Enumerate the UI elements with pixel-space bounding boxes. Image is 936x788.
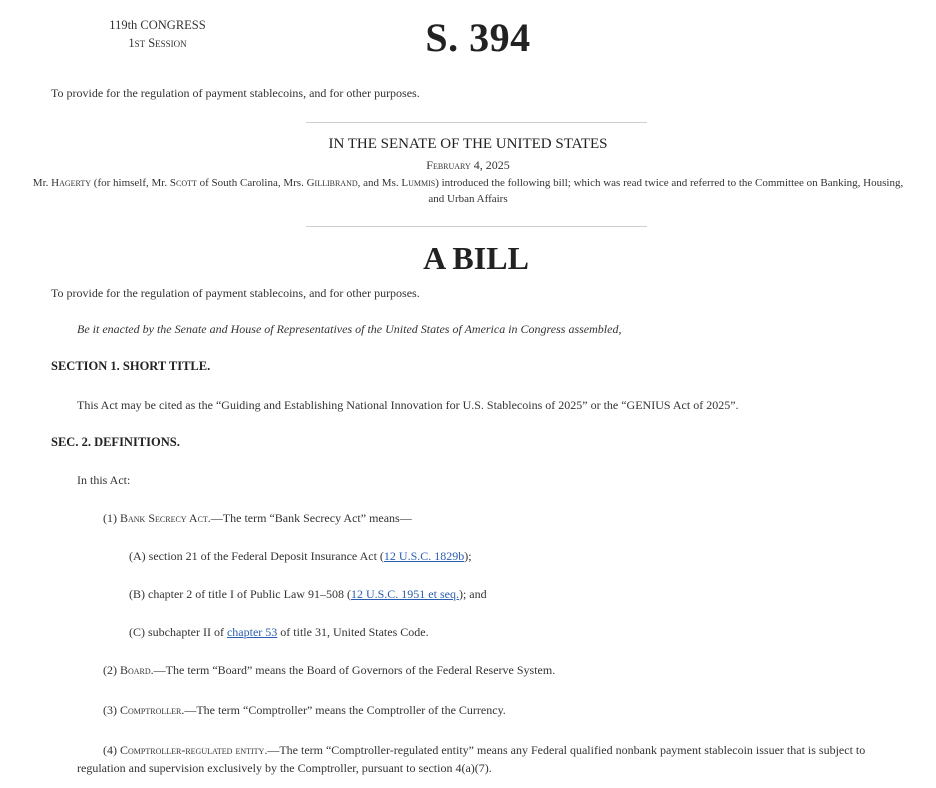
subparagraph-text: (C) subchapter II of — [129, 625, 227, 639]
divider-top — [306, 122, 647, 123]
section-2-intro: In this Act: — [77, 473, 131, 487]
definition-term: Board — [120, 663, 151, 677]
definition-number: (3) — [103, 703, 120, 717]
subparagraph-text: ); — [464, 549, 472, 563]
cosponsor-name: Lummis — [401, 177, 436, 189]
usc-1829b-link[interactable]: 12 U.S.C. 1829b — [383, 549, 465, 563]
definition-text: .—The term “Bank Secrecy Act” means— — [207, 511, 412, 525]
senate-heading: IN THE SENATE OF THE UNITED STATES — [328, 136, 608, 152]
congress-session-block — [100, 16, 215, 52]
definition-4 — [77, 741, 887, 777]
definition-term: Comptroller-regulated entity — [120, 743, 265, 757]
session-label: 1st Session — [128, 36, 187, 50]
intro-text-2: (for himself, Mr. — [91, 177, 170, 189]
bill-heading: A BILL — [423, 240, 529, 276]
congress-label: 119th CONGRESS — [109, 18, 206, 32]
definition-number: (1) — [103, 511, 120, 525]
definition-3 — [103, 703, 506, 718]
intro-text-1: Mr. — [32, 177, 52, 189]
subparagraph-text: (A) section 21 of the Federal Deposit Insurance Act ( — [129, 549, 384, 563]
definition-1-a — [129, 549, 472, 564]
intro-text-3: of South Carolina, Mrs. — [196, 177, 307, 189]
chapter-53-link[interactable]: chapter 53 — [226, 625, 278, 639]
section-1-text: This Act may be cited as the “Guiding and Establishing National Innovation for U.S. Stablecoins of 2025” or the “GENIUS Act of 2025”. — [77, 398, 739, 412]
intro-text-5: ) introduced the following bill; which was read twice and referred to the Committee on Banking, Housing, and Urban Affairs — [428, 177, 904, 205]
definition-text: .—The term “Comptroller-regulated entity” means any Federal qualified nonbank payment stablecoin issuer that is subject to regulation and supervision exclusively by the Comptroller, pursuant to section 4(a)(7). — [77, 743, 866, 775]
definition-1 — [103, 511, 412, 526]
usc-1951-link[interactable]: 12 U.S.C. 1951 et seq. — [350, 587, 459, 601]
definition-1-b — [129, 587, 487, 602]
introduction-statement — [30, 175, 906, 207]
subparagraph-text: ); and — [458, 587, 487, 601]
purpose-top: To provide for the regulation of payment stablecoins, and for other purposes. — [51, 86, 420, 100]
intro-text-4: , and Ms. — [357, 177, 402, 189]
section-1-heading: SECTION 1. SHORT TITLE. — [51, 359, 211, 373]
sponsor-name: Hagerty — [51, 177, 92, 189]
definition-text: .—The term “Comptroller” means the Comptroller of the Currency. — [181, 703, 506, 717]
definition-2 — [103, 663, 555, 678]
cosponsor-name: Gillibrand — [306, 177, 358, 189]
definition-number: (4) — [103, 743, 120, 757]
enacting-clause: Be it enacted by the Senate and House of Representatives of the United States of America in Congress assembled, — [77, 322, 622, 336]
definition-text: .—The term “Board” means the Board of Governors of the Federal Reserve System. — [150, 663, 556, 677]
section-2-heading: SEC. 2. DEFINITIONS. — [51, 435, 180, 449]
cosponsor-name: Scott — [169, 177, 197, 189]
subparagraph-text: of title 31, United States Code. — [277, 625, 429, 639]
divider-bottom — [306, 226, 647, 227]
bill-number: S. 394 — [425, 15, 531, 60]
introduction-date: February 4, 2025 — [426, 158, 510, 172]
subparagraph-text: (B) chapter 2 of title I of Public Law 91–508 ( — [129, 587, 351, 601]
definition-1-c — [129, 625, 429, 640]
definition-term: Bank Secrecy Act — [120, 511, 208, 525]
definition-term: Comptroller — [120, 703, 182, 717]
definition-number: (2) — [103, 663, 120, 677]
purpose-bottom: To provide for the regulation of payment stablecoins, and for other purposes. — [51, 286, 420, 300]
